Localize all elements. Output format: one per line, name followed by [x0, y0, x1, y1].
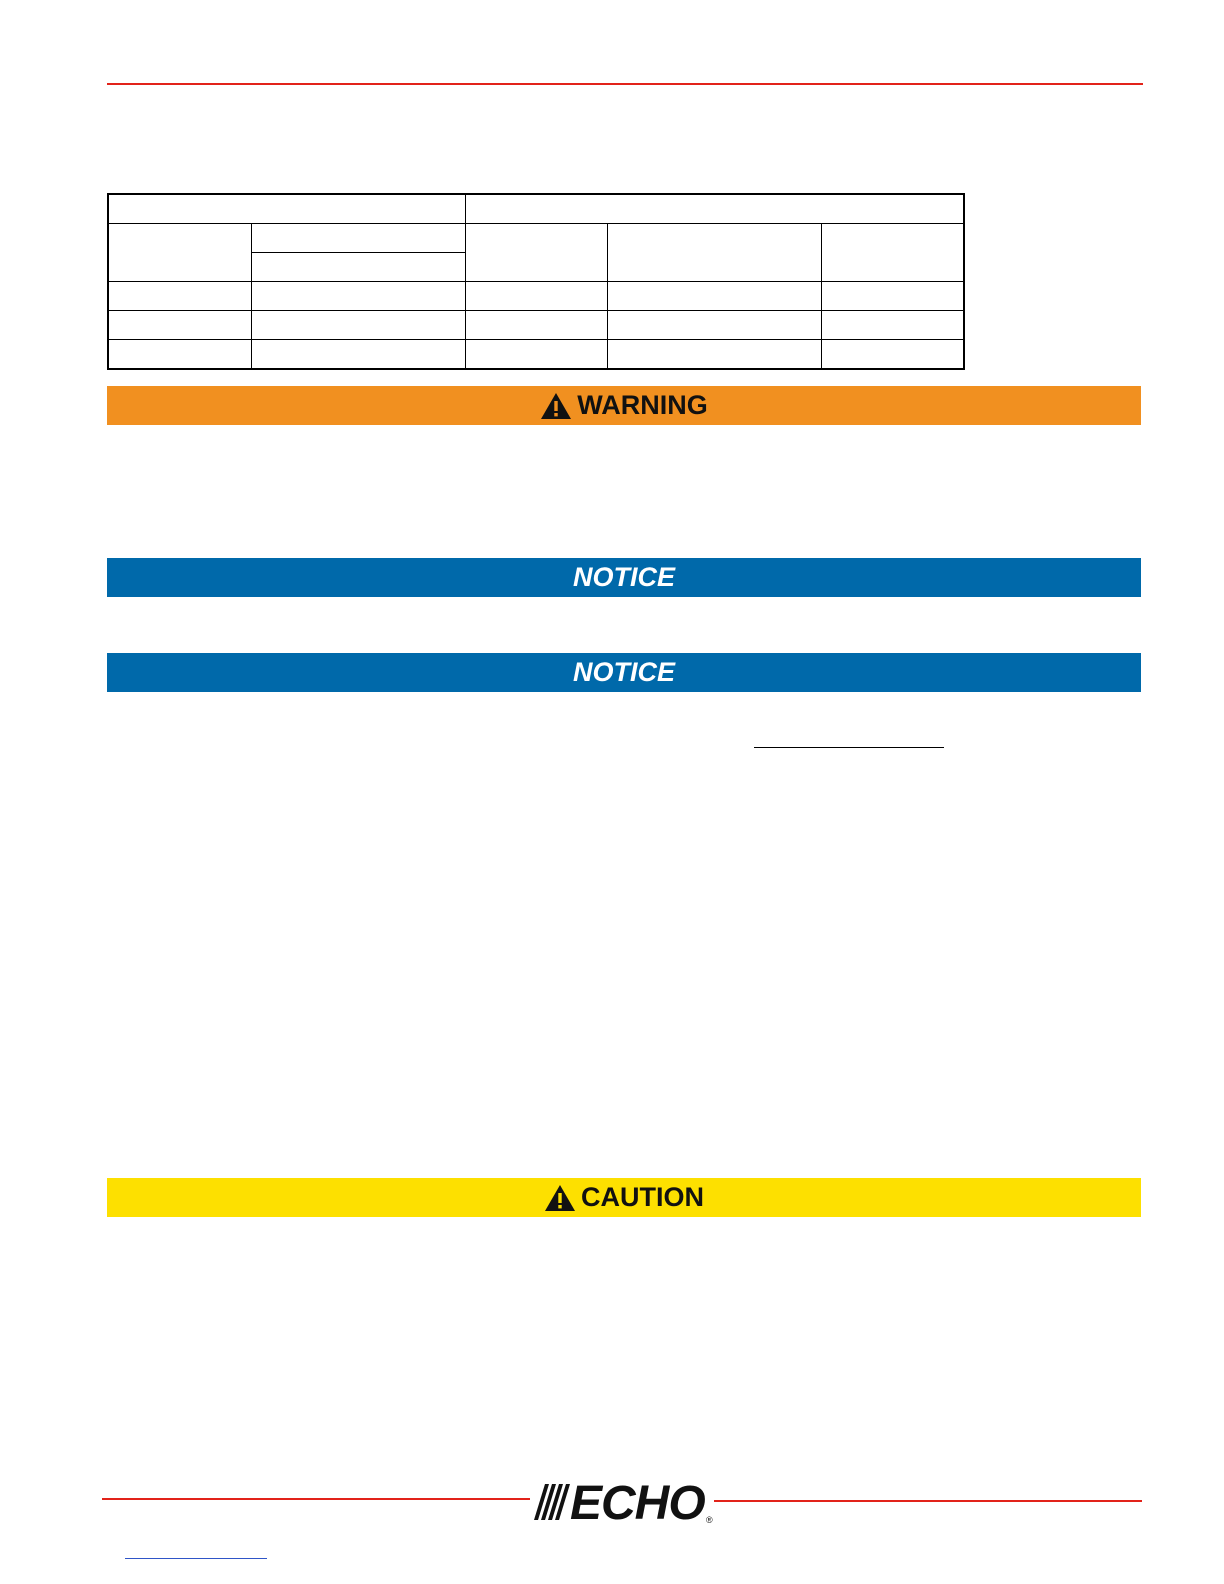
- table-cell: [108, 311, 251, 340]
- table-cell: [465, 282, 607, 311]
- warning-banner: [107, 386, 1141, 425]
- warning-label: WARNING: [577, 390, 708, 420]
- table-cell: [821, 340, 964, 370]
- table-cell: [108, 224, 251, 282]
- table-cell: [251, 340, 465, 370]
- table-cell: [607, 282, 821, 311]
- table-row: [108, 340, 964, 370]
- notice-banner: [107, 558, 1141, 597]
- warning-triangle-icon: [544, 1184, 576, 1212]
- table-cell: [465, 224, 607, 282]
- svg-text:ECHO: ECHO: [570, 1478, 705, 1526]
- table-cell: [607, 311, 821, 340]
- table-cell: [465, 340, 607, 370]
- table-cell: [251, 253, 465, 282]
- footer-rule: [714, 1500, 1142, 1502]
- table-cell: [821, 311, 964, 340]
- table-row: [108, 194, 964, 224]
- svg-text:®: ®: [706, 1515, 713, 1525]
- notice-label: NOTICE: [572, 562, 675, 592]
- table-cell: [821, 224, 964, 282]
- table-cell: [108, 340, 251, 370]
- table-cell: [821, 282, 964, 311]
- table-row: [108, 224, 964, 253]
- table-cell: [108, 194, 465, 224]
- caution-banner: [107, 1178, 1141, 1217]
- table-cell: [607, 224, 821, 282]
- table-cell: [251, 224, 465, 253]
- table-cell: [465, 311, 607, 340]
- table-cell: [251, 311, 465, 340]
- footer-rule: [102, 1498, 530, 1500]
- notice-label: NOTICE: [572, 657, 675, 687]
- warning-triangle-icon: [540, 392, 572, 420]
- header-rule: [107, 83, 1143, 85]
- echo-logo: [532, 1478, 718, 1526]
- table-row: [108, 311, 964, 340]
- spec-table: [107, 193, 965, 370]
- table-cell: [607, 340, 821, 370]
- table-cell: [251, 282, 465, 311]
- table-cell: [108, 282, 251, 311]
- caution-label: CAUTION: [581, 1182, 704, 1212]
- table-cell: [465, 194, 964, 224]
- link-underline: [125, 1558, 267, 1559]
- table-row: [108, 282, 964, 311]
- underline-rule: [754, 747, 944, 748]
- notice-banner: [107, 653, 1141, 692]
